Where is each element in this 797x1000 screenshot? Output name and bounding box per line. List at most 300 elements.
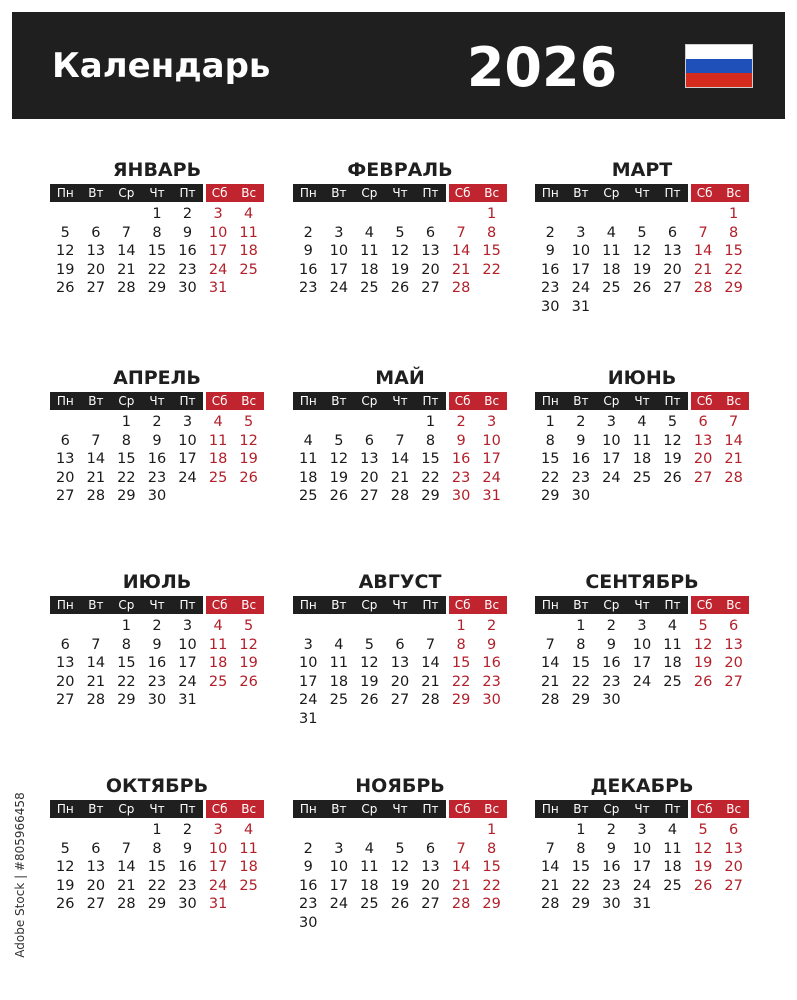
day-number: 31: [632, 896, 652, 912]
day-number: 3: [637, 618, 647, 634]
day-number: 23: [178, 877, 197, 894]
weekend-day: 5: [244, 618, 254, 634]
weekend-day: 8: [729, 224, 739, 241]
weekend-day: 7: [456, 840, 466, 857]
weekend-day: 7: [456, 224, 466, 241]
day-number: 10: [571, 243, 591, 259]
weekday-label: Вс: [718, 392, 749, 410]
weekday-label: Пт: [657, 184, 688, 202]
day-empty: [385, 205, 416, 224]
day-number: 5: [395, 840, 405, 857]
weekday-label: Ср: [596, 184, 627, 202]
day-number: 21: [117, 261, 136, 278]
day-empty: [293, 617, 324, 636]
day-grid: [293, 413, 507, 506]
day-number: 9: [182, 840, 193, 857]
day-number: 24: [329, 280, 349, 296]
day-number: 17: [571, 261, 591, 278]
day-number: 13: [86, 243, 106, 259]
weekday-label: Вт: [566, 800, 597, 818]
weekend-day: 24: [482, 469, 501, 486]
weekend-day: 10: [482, 432, 501, 449]
day-number: 11: [602, 243, 621, 259]
day-number: 15: [571, 859, 591, 875]
day-number: 2: [303, 840, 313, 857]
day-number: 17: [299, 673, 318, 690]
weekend-day: 25: [239, 877, 258, 894]
weekday-label: Ср: [111, 184, 142, 202]
month-name: АВГУСТ: [358, 571, 442, 593]
day-number: 21: [541, 673, 560, 690]
day-empty: [535, 821, 566, 840]
weekend-day: 13: [724, 636, 743, 653]
day-grid: [535, 413, 749, 506]
weekend-day: 14: [724, 432, 743, 449]
weekend-day: 24: [208, 877, 228, 894]
weekday-label: Пн: [50, 184, 81, 202]
day-number: 10: [632, 840, 652, 857]
day-number: 11: [360, 859, 379, 875]
day-number: 18: [360, 877, 379, 894]
weekend-day: 7: [729, 414, 739, 430]
weekday-label: Пн: [293, 800, 324, 818]
weekend-day: 2: [487, 618, 497, 634]
weekend-day: 17: [482, 451, 501, 467]
day-grid: [50, 205, 264, 298]
day-number: 5: [60, 840, 70, 857]
day-empty: [111, 205, 142, 224]
day-number: 4: [606, 224, 617, 241]
day-number: 27: [56, 692, 75, 708]
weekend-day: 6: [729, 618, 739, 634]
day-number: 4: [667, 822, 678, 838]
month-name: ОКТЯБРЬ: [105, 775, 209, 797]
day-number: 10: [329, 859, 349, 875]
weekday-label: Вт: [81, 800, 112, 818]
weekend-day: 7: [698, 224, 708, 241]
day-number: 13: [86, 859, 106, 875]
weekend-day: 22: [724, 261, 743, 278]
weekend-day: 4: [213, 618, 223, 634]
day-empty: [688, 205, 719, 224]
weekend-day: 14: [693, 243, 713, 259]
day-empty: [324, 821, 355, 840]
day-number: 30: [178, 896, 197, 912]
day-empty: [50, 821, 81, 840]
month-block: [293, 364, 507, 506]
day-number: 9: [152, 432, 162, 449]
weekend-day: 15: [482, 859, 501, 875]
day-number: 23: [299, 896, 318, 912]
day-empty: [627, 205, 658, 224]
month-name: ЯНВАРЬ: [112, 159, 202, 181]
weekday-label: Пн: [293, 596, 324, 614]
day-number: 29: [571, 896, 591, 912]
day-number: 20: [86, 877, 106, 894]
day-number: 30: [178, 280, 197, 296]
weekday-label: Сб: [688, 596, 719, 614]
day-number: 16: [147, 451, 167, 467]
day-number: 23: [602, 877, 621, 894]
day-number: 30: [571, 488, 591, 504]
weekend-day: 8: [456, 636, 466, 653]
day-number: 15: [147, 243, 167, 259]
day-number: 5: [667, 414, 678, 430]
weekday-label: Чт: [627, 392, 658, 410]
weekend-day: 31: [482, 488, 501, 504]
day-number: 16: [541, 261, 560, 278]
weekday-label: Вт: [81, 392, 112, 410]
day-number: 20: [86, 261, 106, 278]
day-number: 19: [360, 673, 379, 690]
day-number: 30: [602, 692, 621, 708]
month-name: МАЙ: [375, 367, 425, 389]
day-number: 7: [545, 636, 555, 653]
weekend-day: 4: [244, 206, 254, 222]
day-number: 27: [86, 896, 106, 912]
day-number: 6: [91, 224, 101, 241]
day-number: 3: [182, 414, 193, 430]
day-number: 8: [121, 432, 132, 449]
weekend-day: 25: [208, 673, 228, 690]
weekend-day: 15: [482, 243, 501, 259]
day-number: 6: [667, 224, 678, 241]
day-empty: [415, 617, 446, 636]
weekday-label: Пн: [293, 392, 324, 410]
day-number: 17: [632, 859, 652, 875]
weekend-day: 11: [239, 224, 258, 241]
day-number: 26: [632, 280, 652, 296]
day-number: 21: [421, 673, 440, 690]
weekday-label: Чт: [142, 392, 173, 410]
month-name: ИЮЛЬ: [122, 571, 192, 593]
day-number: 4: [364, 840, 375, 857]
day-empty: [446, 821, 477, 840]
day-number: 27: [86, 280, 106, 296]
weekday-label: Ср: [111, 392, 142, 410]
weekend-day: 12: [693, 636, 713, 653]
weekday-header: [535, 596, 749, 614]
day-number: 26: [56, 280, 75, 296]
day-number: 24: [632, 877, 652, 894]
weekday-label: Пт: [415, 596, 446, 614]
day-number: 6: [60, 432, 70, 449]
weekday-label: Сб: [203, 392, 234, 410]
weekend-day: 16: [451, 451, 471, 467]
day-number: 16: [178, 243, 197, 259]
russia-flag-icon: [685, 44, 753, 88]
day-number: 13: [663, 243, 682, 259]
day-number: 14: [86, 451, 106, 467]
day-number: 31: [571, 298, 591, 315]
day-empty: [657, 205, 688, 224]
day-number: 8: [425, 432, 436, 449]
day-number: 25: [360, 280, 379, 296]
weekday-label: Чт: [385, 392, 416, 410]
day-number: 8: [545, 432, 555, 449]
month-name: МАРТ: [611, 159, 673, 181]
weekend-day: 12: [239, 636, 258, 653]
day-number: 14: [421, 655, 440, 671]
day-number: 7: [395, 432, 405, 449]
weekday-label: Пн: [535, 392, 566, 410]
weekday-label: Пт: [657, 800, 688, 818]
weekend-day: 21: [693, 261, 713, 278]
day-number: 1: [121, 618, 132, 634]
weekday-label: Вс: [476, 800, 507, 818]
weekday-label: Вт: [81, 184, 112, 202]
day-number: 25: [632, 469, 652, 486]
weekday-label: Вс: [718, 596, 749, 614]
weekday-label: Пн: [293, 184, 324, 202]
month-block: [293, 156, 507, 298]
weekday-label: Вт: [324, 184, 355, 202]
day-number: 5: [364, 636, 375, 653]
day-number: 24: [178, 469, 197, 486]
day-number: 9: [606, 636, 617, 653]
day-number: 19: [329, 469, 349, 486]
day-number: 26: [56, 896, 75, 912]
day-number: 27: [56, 488, 75, 504]
weekday-label: Пт: [657, 596, 688, 614]
day-number: 16: [602, 655, 621, 671]
flag-stripe-blue: [686, 59, 752, 73]
day-number: 24: [632, 673, 652, 690]
day-number: 16: [602, 859, 621, 875]
day-number: 26: [663, 469, 682, 486]
weekend-day: 2: [456, 414, 466, 430]
day-number: 9: [303, 859, 313, 875]
day-number: 3: [303, 636, 313, 653]
weekend-day: 19: [693, 859, 713, 875]
day-number: 27: [390, 692, 410, 708]
weekday-label: Ср: [596, 596, 627, 614]
day-grid: [50, 617, 264, 710]
day-number: 25: [299, 488, 318, 504]
day-number: 23: [571, 469, 591, 486]
weekend-day: 30: [451, 488, 471, 504]
day-empty: [385, 821, 416, 840]
day-empty: [81, 617, 112, 636]
weekday-label: Вт: [324, 800, 355, 818]
weekday-label: Чт: [385, 184, 416, 202]
day-empty: [385, 413, 416, 432]
weekday-label: Чт: [627, 596, 658, 614]
weekday-header: [50, 392, 264, 410]
day-number: 4: [334, 636, 344, 653]
day-empty: [354, 413, 385, 432]
day-number: 14: [117, 243, 136, 259]
weekday-label: Вс: [718, 184, 749, 202]
weekend-day: 14: [451, 859, 471, 875]
weekend-day: 20: [724, 655, 743, 671]
day-number: 11: [632, 432, 652, 449]
day-empty: [50, 413, 81, 432]
day-number: 2: [606, 822, 617, 838]
day-number: 19: [390, 877, 410, 894]
day-number: 17: [178, 655, 197, 671]
day-number: 9: [545, 243, 555, 259]
weekday-label: Пн: [50, 596, 81, 614]
day-number: 1: [152, 206, 162, 222]
weekday-label: Пн: [50, 800, 81, 818]
weekday-label: Вт: [324, 596, 355, 614]
day-number: 20: [56, 469, 75, 486]
weekend-day: 20: [693, 451, 713, 467]
weekend-day: 11: [239, 840, 258, 857]
weekend-day: 30: [482, 692, 501, 708]
day-number: 29: [147, 896, 167, 912]
weekend-day: 16: [482, 655, 501, 671]
day-number: 10: [329, 243, 349, 259]
day-number: 23: [147, 673, 167, 690]
weekend-day: 31: [208, 896, 228, 912]
weekend-day: 19: [239, 451, 258, 467]
weekend-day: 26: [693, 877, 713, 894]
weekend-day: 26: [239, 469, 258, 486]
day-number: 3: [334, 840, 344, 857]
day-number: 24: [329, 896, 349, 912]
day-number: 24: [299, 692, 318, 708]
month-name: ИЮНЬ: [607, 367, 677, 389]
weekday-header: [293, 184, 507, 202]
day-number: 12: [56, 243, 75, 259]
weekend-day: 18: [239, 243, 258, 259]
day-number: 6: [425, 840, 436, 857]
weekday-label: Ср: [354, 800, 385, 818]
weekend-day: 29: [482, 896, 501, 912]
weekend-day: 29: [724, 280, 743, 296]
day-number: 5: [395, 224, 405, 241]
weekday-label: Чт: [627, 184, 658, 202]
day-number: 6: [425, 224, 436, 241]
day-number: 4: [637, 414, 647, 430]
day-number: 2: [606, 618, 617, 634]
day-number: 17: [329, 877, 349, 894]
month-block: [50, 772, 264, 914]
day-number: 29: [117, 692, 136, 708]
day-number: 10: [178, 636, 197, 653]
day-number: 29: [571, 692, 591, 708]
day-number: 23: [299, 280, 318, 296]
weekend-day: 8: [487, 840, 497, 857]
weekday-label: Пт: [172, 392, 203, 410]
day-number: 28: [390, 488, 410, 504]
weekend-day: 21: [724, 451, 743, 467]
weekend-day: 9: [456, 432, 466, 449]
day-number: 9: [576, 432, 586, 449]
day-number: 8: [152, 224, 162, 241]
day-number: 20: [421, 261, 440, 278]
day-number: 7: [121, 224, 132, 241]
day-number: 23: [178, 261, 197, 278]
weekend-day: 5: [244, 414, 254, 430]
weekday-label: Чт: [385, 596, 416, 614]
weekday-header: [293, 596, 507, 614]
day-number: 2: [576, 414, 586, 430]
weekday-header: [293, 392, 507, 410]
day-number: 9: [606, 840, 617, 857]
weekend-day: 15: [724, 243, 743, 259]
day-number: 11: [663, 840, 682, 857]
day-grid: [535, 205, 749, 316]
day-empty: [535, 205, 566, 224]
weekday-label: Вс: [476, 184, 507, 202]
day-number: 21: [390, 469, 410, 486]
day-number: 17: [632, 655, 652, 671]
day-number: 16: [571, 451, 591, 467]
day-number: 28: [86, 692, 106, 708]
weekend-day: 18: [208, 451, 228, 467]
day-empty: [111, 821, 142, 840]
weekday-label: Вс: [233, 800, 264, 818]
day-number: 12: [663, 432, 682, 449]
weekend-day: 22: [451, 673, 471, 690]
day-number: 12: [360, 655, 379, 671]
day-number: 6: [91, 840, 101, 857]
weekday-label: Сб: [446, 184, 477, 202]
day-number: 5: [637, 224, 647, 241]
day-number: 12: [329, 451, 349, 467]
weekend-day: 22: [482, 877, 501, 894]
weekday-label: Пн: [535, 596, 566, 614]
day-number: 19: [663, 451, 682, 467]
weekend-day: 27: [693, 469, 713, 486]
weekend-day: 1: [456, 618, 466, 634]
day-number: 22: [421, 469, 440, 486]
weekday-label: Сб: [688, 800, 719, 818]
day-number: 12: [56, 859, 75, 875]
day-number: 24: [571, 280, 591, 296]
weekday-label: Пн: [535, 800, 566, 818]
weekday-label: Пт: [172, 800, 203, 818]
weekend-day: 6: [729, 822, 739, 838]
day-number: 5: [60, 224, 70, 241]
day-number: 23: [147, 469, 167, 486]
day-number: 30: [602, 896, 621, 912]
weekday-label: Чт: [627, 800, 658, 818]
day-number: 9: [303, 243, 313, 259]
month-name: ФЕВРАЛЬ: [347, 159, 453, 181]
day-number: 17: [329, 261, 349, 278]
day-number: 16: [299, 877, 318, 894]
day-number: 3: [637, 822, 647, 838]
weekend-day: 28: [451, 280, 471, 296]
day-grid: [535, 821, 749, 914]
weekday-label: Вс: [233, 392, 264, 410]
flag-stripe-red: [686, 73, 752, 87]
day-number: 16: [299, 261, 318, 278]
weekday-header: [535, 392, 749, 410]
day-number: 26: [329, 488, 349, 504]
weekday-label: Сб: [688, 184, 719, 202]
day-number: 19: [56, 877, 75, 894]
month-block: [50, 156, 264, 298]
weekend-day: 21: [451, 261, 471, 278]
day-number: 20: [390, 673, 410, 690]
day-number: 22: [147, 261, 167, 278]
day-number: 1: [576, 822, 586, 838]
day-number: 30: [541, 298, 560, 315]
weekend-day: 11: [208, 636, 228, 653]
month-block: [535, 772, 749, 914]
month-block: [535, 568, 749, 710]
weekend-day: 19: [693, 655, 713, 671]
day-empty: [596, 205, 627, 224]
weekday-label: Пт: [172, 184, 203, 202]
day-grid: [50, 413, 264, 506]
weekday-label: Сб: [203, 184, 234, 202]
